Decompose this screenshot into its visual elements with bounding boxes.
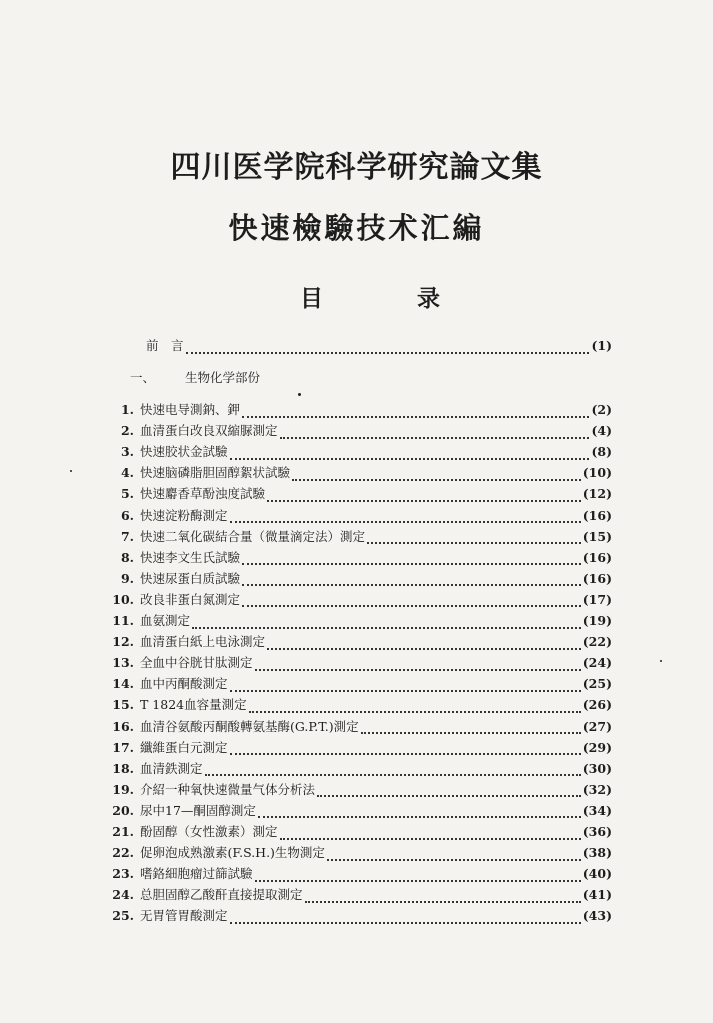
toc-entry-title: 血氨測定: [140, 613, 191, 628]
toc-entry-number: 23.: [112, 866, 134, 882]
toc-entry-number: 25.: [112, 908, 134, 924]
leader-dots: [186, 343, 590, 354]
toc-entry-title: 尿中17—酮固醇測定: [140, 802, 256, 818]
toc-entry-page: (17): [582, 591, 612, 607]
toc-entry-title: 快速二氧化碳結合量（微量滴定法）測定: [140, 528, 366, 544]
toc-entry-row: [100, 463, 612, 483]
toc-entry-number: 22.: [112, 845, 134, 861]
toc-entry-row: [100, 885, 612, 905]
toc-entry-title: 血清鉄測定: [140, 760, 203, 776]
volume-title: 快速檢驗技术汇編: [228, 211, 485, 245]
toc-entry-row: [100, 569, 612, 589]
leader-dots: [255, 660, 581, 671]
leader-dots: [192, 618, 581, 629]
leader-dots: [230, 449, 590, 460]
toc-entry-page: (22): [582, 634, 612, 650]
toc-entry-number: 2.: [120, 423, 134, 439]
toc-entry-number: 20.: [112, 802, 134, 818]
toc-entry-row: [100, 506, 612, 526]
toc-entry-title: T 1824血容量測定: [140, 697, 247, 713]
toc-entry-page: (16): [582, 570, 612, 586]
toc-entry-page: (38): [582, 845, 612, 861]
toc-preface-row: [100, 336, 612, 356]
toc-entry-row: [100, 590, 612, 610]
toc-preface-page: (1): [591, 338, 612, 353]
toc-entry-page: (16): [582, 507, 612, 523]
toc-entry-page: (30): [582, 760, 612, 776]
leader-dots: [267, 491, 581, 502]
print-speck: [70, 470, 72, 472]
toc-heading-char-1: 目: [300, 285, 323, 312]
toc-entry-number: 13.: [112, 655, 134, 671]
toc-entry-row: [100, 421, 612, 441]
leader-dots: [242, 596, 581, 607]
toc-entry-title: 快速淀粉酶測定: [140, 507, 228, 523]
toc-entry-number: 12.: [112, 634, 134, 650]
toc-entry-title: 无胃管胃酸測定: [140, 908, 228, 924]
leader-dots: [280, 428, 590, 439]
toc-entry-page: (10): [582, 465, 612, 481]
toc-entry-page: (16): [582, 549, 612, 565]
leader-dots: [230, 681, 581, 692]
toc-entry-title: 全血中谷胱甘肽測定: [140, 655, 253, 671]
toc-entry-page: (2): [591, 402, 612, 417]
toc-entry-title: 快速麝香草酚浊度試驗: [140, 486, 266, 502]
toc-entry-row: [100, 906, 612, 926]
section-label: 生物化学部份: [185, 370, 261, 385]
toc-entry-title: 改良非蛋白氮測定: [140, 591, 241, 607]
toc-entry-title: 血清蛋白紙上电泳測定: [140, 634, 266, 650]
toc-entry-page: (19): [582, 613, 612, 628]
toc-entry-page: (43): [582, 908, 612, 924]
leader-dots: [242, 575, 581, 586]
toc-entry-page: (15): [582, 528, 612, 544]
toc-entry-row: [100, 822, 612, 842]
leader-dots: [242, 554, 581, 565]
toc-entry-row: [100, 864, 612, 884]
toc-entry-number: 8.: [120, 549, 134, 565]
toc-entry-page: (25): [582, 676, 612, 692]
toc-entry-page: (12): [582, 486, 612, 502]
leader-dots: [267, 639, 581, 650]
toc-entry-number: 14.: [112, 676, 134, 692]
toc-entry-title: 血中丙酮酸測定: [140, 676, 228, 692]
toc-entry-title: 嗜鉻細胞瘤过篩試驗: [140, 866, 253, 882]
toc-entry-row: [100, 611, 612, 631]
toc-entry-row: [100, 738, 612, 758]
toc-entry-page: (40): [582, 866, 612, 882]
toc-entry-page: (8): [591, 444, 612, 460]
toc-entry-page: (26): [582, 697, 612, 713]
toc-entry-number: 1.: [120, 402, 134, 417]
toc-heading: [300, 280, 440, 313]
toc-entry-number: 18.: [112, 760, 134, 776]
toc-entry-row: [100, 695, 612, 715]
toc-entry-page: (4): [591, 423, 612, 439]
leader-dots: [230, 512, 581, 523]
print-speck: [660, 660, 662, 662]
leader-dots: [361, 723, 581, 734]
leader-dots: [305, 892, 581, 903]
toc-entry-number: 9.: [120, 570, 134, 586]
toc-entry-title: 快速脑磷脂胆固醇絮状試驗: [140, 465, 291, 481]
leader-dots: [292, 470, 581, 481]
collection-title: 四川医学院科学研究論文集: [170, 150, 543, 185]
toc-entry-row: [100, 548, 612, 568]
leader-dots: [317, 786, 581, 797]
toc-entry-title: 总胆固醇乙酸酐直接提取測定: [140, 887, 303, 903]
toc-entry-number: 16.: [112, 718, 134, 734]
toc-entry-title: 快速李文生氏試驗: [140, 549, 241, 565]
toc-entry-row: [100, 780, 612, 800]
toc-entry-page: (36): [582, 824, 612, 839]
toc-entry-row: [100, 759, 612, 779]
toc-section-heading: [130, 368, 286, 386]
toc-entry-row: [100, 484, 612, 504]
toc-heading-char-2: 录: [417, 285, 440, 312]
toc-entry-page: (34): [582, 802, 612, 818]
leader-dots: [205, 765, 581, 776]
leader-dots: [242, 407, 589, 418]
toc-entry-number: 15.: [112, 697, 134, 713]
toc-entry-title: 纖維蛋白元測定: [140, 739, 228, 755]
section-number: 一、: [130, 370, 156, 385]
toc-entry-number: 11.: [112, 613, 134, 628]
toc-entry-page: (27): [582, 718, 612, 734]
leader-dots: [230, 913, 581, 924]
toc-entry-row: [100, 527, 612, 547]
toc-entry-number: 5.: [120, 486, 134, 502]
toc-entry-number: 19.: [112, 781, 134, 797]
leader-dots: [258, 807, 581, 818]
toc-entry-title: 促卵泡成熟激素(F.S.H.)生物測定: [140, 845, 325, 861]
toc-entry-row: [100, 843, 612, 863]
toc-entry-row: [100, 442, 612, 462]
toc-entry-title: 血清蛋白改良双縮脲測定: [140, 423, 278, 439]
toc-entry-title: 介紹一种氧快速微量气体分析法: [140, 781, 316, 797]
toc-entry-number: 7.: [120, 528, 134, 544]
toc-entry-number: 17.: [112, 739, 134, 755]
toc-entry-page: (29): [582, 739, 612, 755]
leader-dots: [280, 829, 581, 840]
leader-dots: [230, 744, 581, 755]
toc-entry-number: 10.: [112, 591, 134, 607]
toc-entry-number: 4.: [120, 465, 134, 481]
toc-entry-page: (41): [582, 887, 612, 903]
toc-entry-row: [100, 674, 612, 694]
toc-entry-title: 快速胶状金試驗: [140, 444, 228, 460]
toc-preface-label: 前 言: [146, 338, 184, 353]
toc-entry-title: 快速电导測鈉、鉀: [140, 402, 241, 417]
toc-entry-title: 快速尿蛋白质試驗: [140, 570, 241, 586]
leader-dots: [249, 702, 581, 713]
print-speck: [298, 393, 301, 396]
toc-entry-row: [100, 801, 612, 821]
leader-dots: [327, 850, 581, 861]
leader-dots: [255, 871, 581, 882]
toc-entry-title: 血清谷氨酸丙酮酸轉氨基酶(G.P.T.)測定: [140, 718, 359, 734]
toc-entry-page: (32): [582, 781, 612, 797]
toc-entry-title: 酚固醇（女性激素）測定: [140, 824, 278, 839]
toc-entry-number: 3.: [120, 444, 134, 460]
toc-entry-row: [100, 717, 612, 737]
toc-entry-number: 21.: [112, 824, 134, 839]
toc-entry-row: [100, 400, 612, 420]
toc-entry-page: (24): [582, 655, 612, 671]
leader-dots: [367, 533, 581, 544]
toc-entry-number: 24.: [112, 887, 134, 903]
toc-entry-row: [100, 653, 612, 673]
toc-entry-number: 6.: [120, 507, 134, 523]
toc-entry-row: [100, 632, 612, 652]
